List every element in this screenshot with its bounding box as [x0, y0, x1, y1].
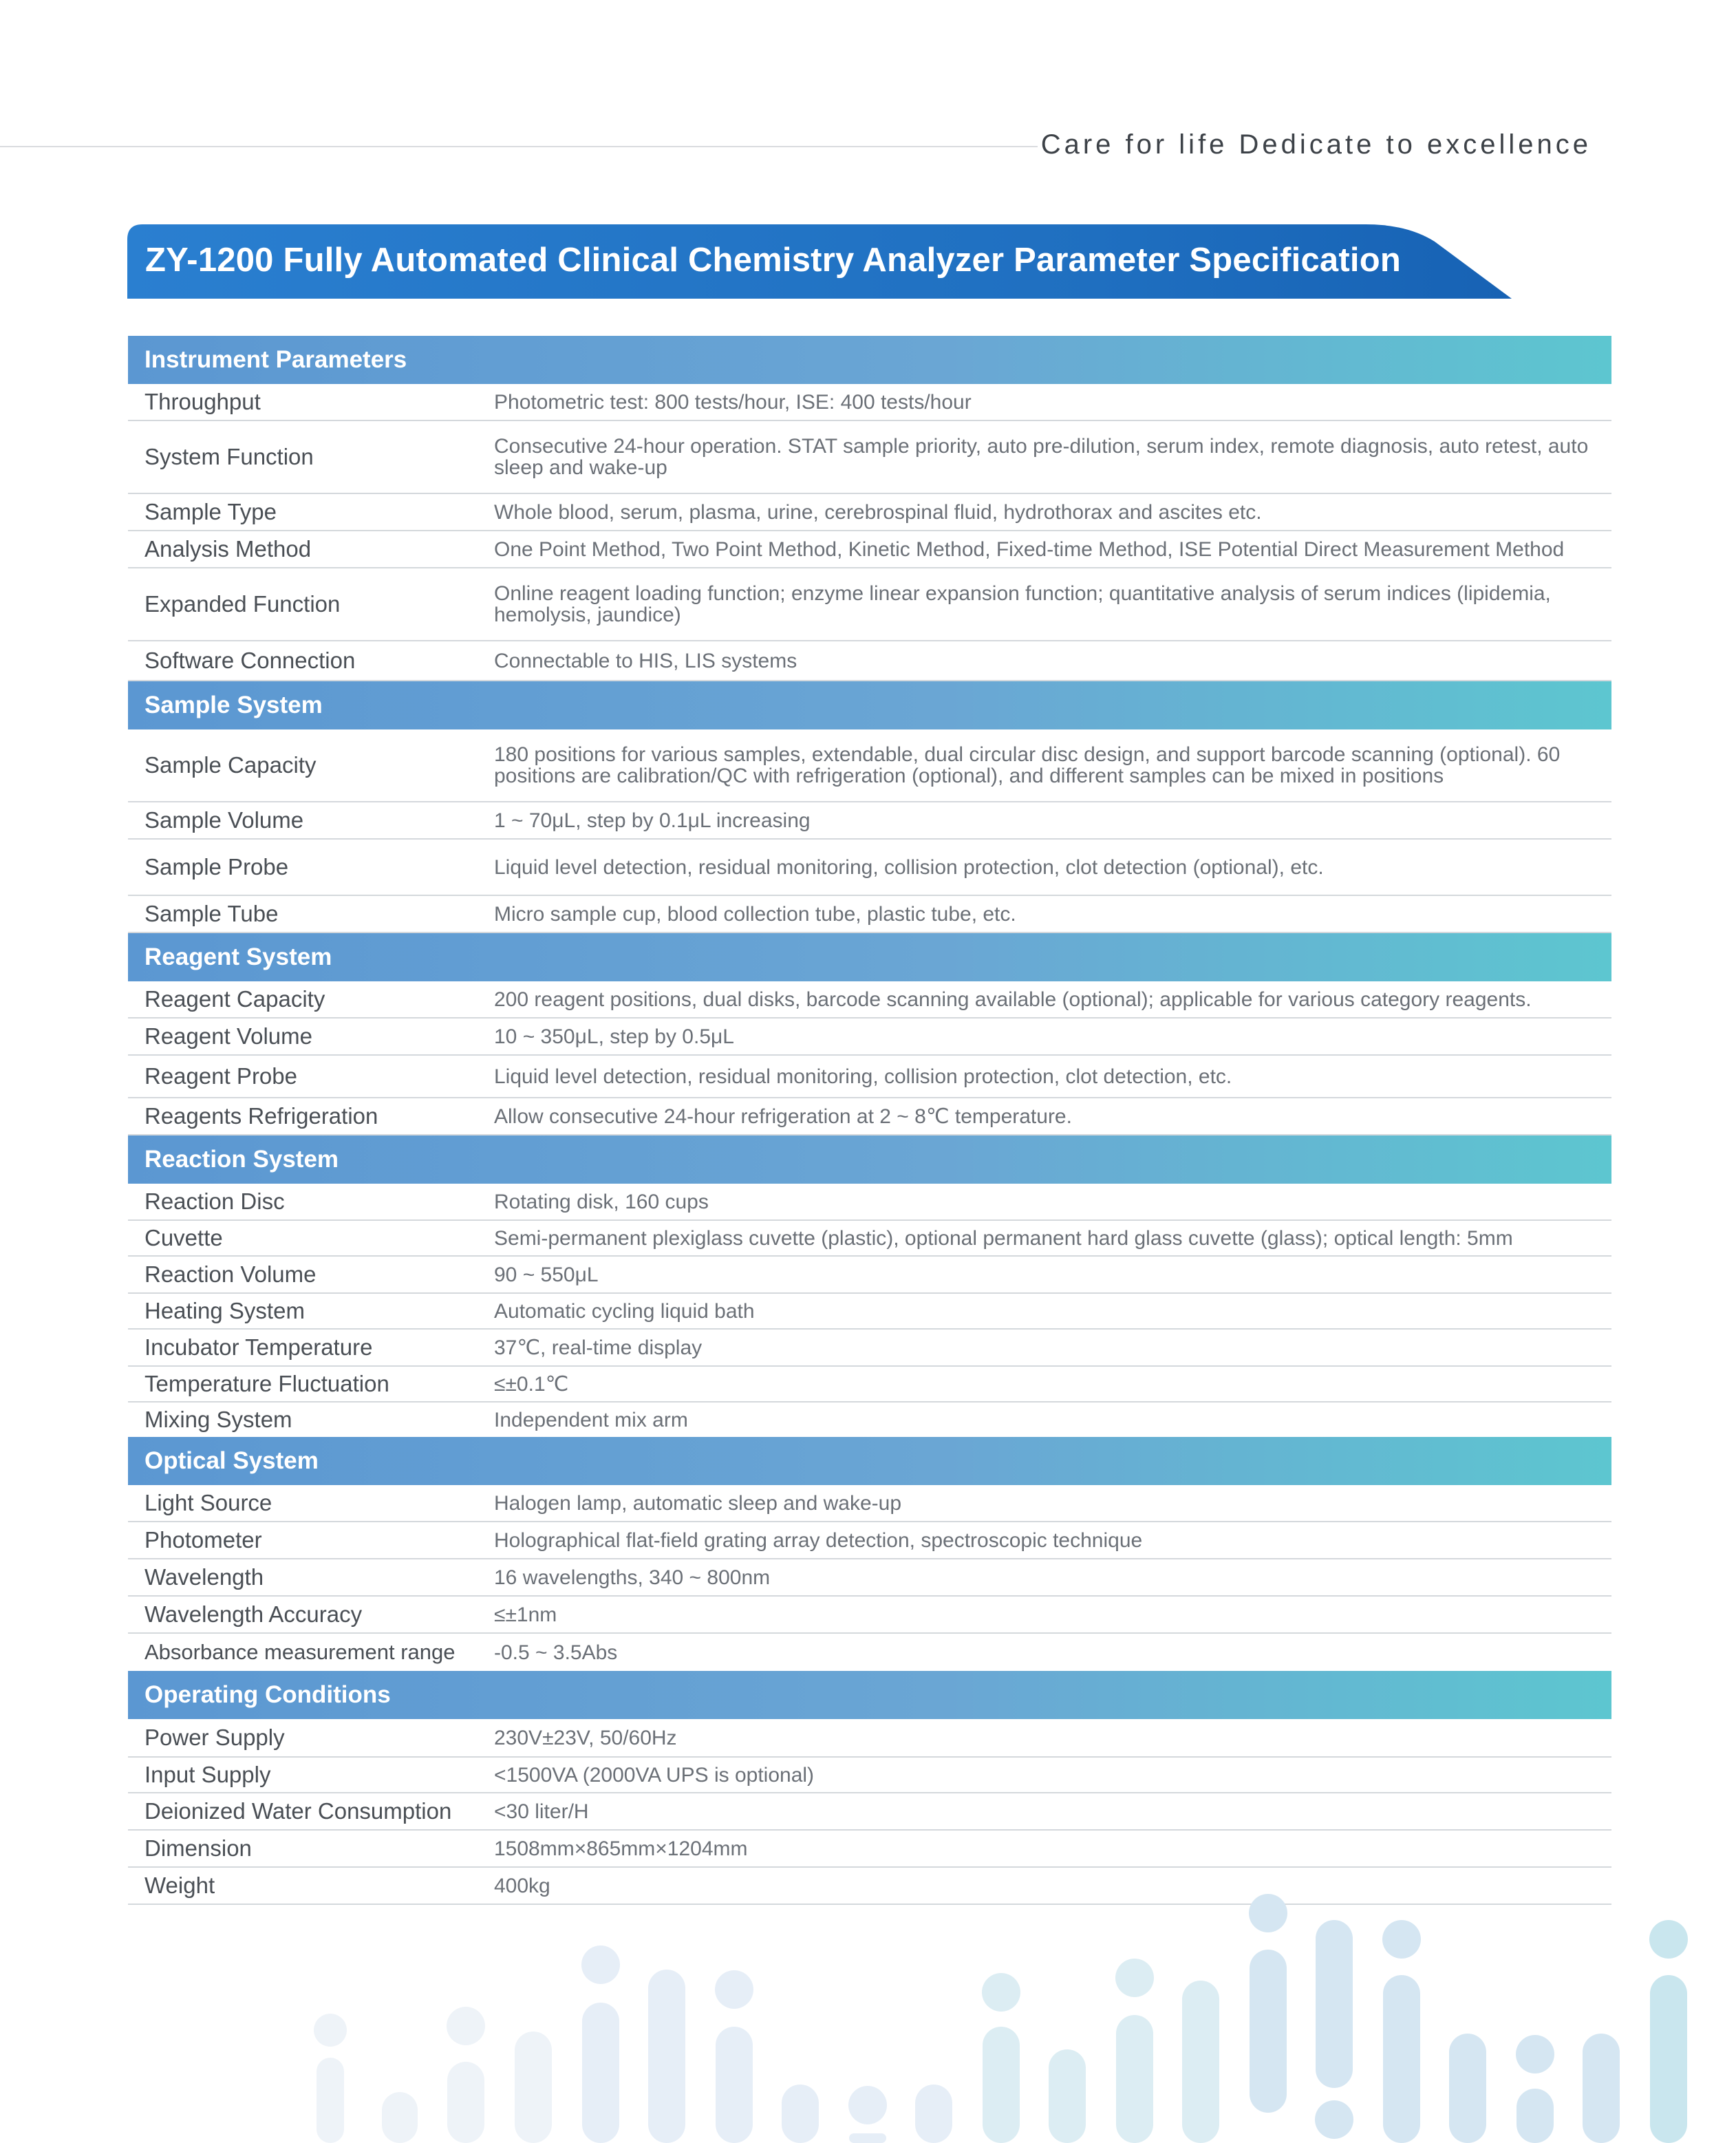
row-label: Heating System	[144, 1298, 305, 1323]
row-value: Whole blood, serum, plasma, urine, cerebrospinal fluid, hydrothorax and ascites etc.	[494, 500, 1262, 524]
row-label: Weight	[144, 1873, 215, 1898]
section-header-instrument: Instrument Parameters	[128, 336, 1611, 384]
row-label: Mixing System	[144, 1407, 292, 1432]
row-label: Reagent Capacity	[144, 986, 325, 1012]
row-label: Software Connection	[144, 648, 356, 673]
row-value: Liquid level detection, residual monitoring, collision protection, clot detection (optional), etc.	[494, 855, 1324, 879]
row-value: Holographical flat-field grating array detection, spectroscopic technique	[494, 1528, 1143, 1552]
section-header-sample: Sample System	[128, 681, 1611, 729]
row-value: <1500VA (2000VA UPS is optional)	[494, 1763, 815, 1787]
row-value: 16 wavelengths, 340 ~ 800nm	[494, 1566, 771, 1589]
tagline: Care for life Dedicate to excellence	[1040, 129, 1592, 160]
row-label: Reagent Volume	[144, 1023, 313, 1049]
row-label: Reaction Disc	[144, 1188, 285, 1214]
row-label: Light Source	[144, 1490, 272, 1515]
row-label: System Function	[144, 444, 314, 469]
row-value: <30 liter/H	[494, 1800, 589, 1823]
row-label: Power Supply	[144, 1725, 285, 1750]
row-label: Expanded Function	[144, 591, 341, 617]
row-label: Analysis Method	[144, 536, 312, 562]
row-label: Reaction Volume	[144, 1261, 317, 1287]
row-label: Cuvette	[144, 1225, 223, 1250]
row-label: Temperature Fluctuation	[144, 1371, 389, 1396]
row-label: Reagent Probe	[144, 1063, 297, 1089]
row-label: Throughput	[144, 389, 261, 414]
row-value: 200 reagent positions, dual disks, barcode scanning available (optional); applicable for various category reagents.	[494, 988, 1532, 1011]
row-value: Allow consecutive 24-hour refrigeration at 2 ~ 8℃ temperature.	[494, 1105, 1072, 1128]
row-label: Sample Probe	[144, 854, 289, 879]
section-header-reagent: Reagent System	[128, 933, 1611, 981]
row-value: Liquid level detection, residual monitoring, collision protection, clot detection, etc.	[494, 1065, 1232, 1088]
row-value: ≤±1nm	[494, 1603, 557, 1626]
row-label: Sample Type	[144, 499, 277, 524]
row-value: 180 positions for various samples, extendable, dual circular disc design, and support barcode scanning (optional). 60 positions are calibration/QC with refrigeration (optional), and different samples can be mixed in positions	[494, 743, 1561, 787]
row-value: 1508mm×865mm×1204mm	[494, 1837, 748, 1860]
row-value: 90 ~ 550μL	[494, 1263, 599, 1286]
row-value: 37℃, real-time display	[494, 1336, 703, 1359]
row-label: Sample Tube	[144, 901, 279, 926]
row-value: Online reagent loading function; enzyme linear expansion function; quantitative analysis of serum indices (lipidemia, hemolysis, jaundice)	[494, 582, 1551, 626]
row-label: Absorbance measurement range	[144, 1640, 456, 1664]
row-value: One Point Method, Two Point Method, Kinetic Method, Fixed-time Method, ISE Potential Direct Measurement Method	[494, 537, 1565, 561]
row-value: 10 ~ 350μL, step by 0.5μL	[494, 1025, 734, 1048]
section-header-reaction: Reaction System	[128, 1136, 1611, 1184]
row-value: -0.5 ~ 3.5Abs	[494, 1641, 618, 1664]
row-value: Semi-permanent plexiglass cuvette (plastic), optional permanent hard glass cuvette (glass); optical length: 5mm	[494, 1226, 1513, 1250]
row-label: Sample Capacity	[144, 752, 317, 778]
row-value: Consecutive 24-hour operation. STAT sample priority, auto pre-dilution, serum index, remote diagnosis, auto retest, auto sleep and wake-up	[494, 435, 1589, 479]
row-value: 230V±23V, 50/60Hz	[494, 1726, 677, 1749]
row-label: Wavelength	[144, 1564, 264, 1590]
row-value: Photometric test: 800 tests/hour, ISE: 400 tests/hour	[494, 390, 972, 414]
row-value: ≤±0.1℃	[494, 1372, 569, 1396]
row-value: 400kg	[494, 1874, 550, 1897]
row-value: Automatic cycling liquid bath	[494, 1299, 755, 1323]
row-label: Photometer	[144, 1527, 262, 1553]
row-label: Deionized Water Consumption	[144, 1798, 452, 1824]
row-value: Rotating disk, 160 cups	[494, 1190, 709, 1213]
row-label: Incubator Temperature	[144, 1334, 373, 1360]
section-header-operating: Operating Conditions	[128, 1671, 1611, 1719]
section-header-optical: Optical System	[128, 1437, 1611, 1485]
row-label: Sample Volume	[144, 807, 304, 833]
page-title: ZY-1200 Fully Automated Clinical Chemistry Analyzer Parameter Specification	[145, 242, 1401, 279]
row-value: Micro sample cup, blood collection tube, plastic tube, etc.	[494, 902, 1016, 926]
row-label: Input Supply	[144, 1762, 271, 1787]
row-value: Halogen lamp, automatic sleep and wake-up	[494, 1491, 902, 1515]
row-label: Reagents Refrigeration	[144, 1103, 378, 1129]
row-label: Dimension	[144, 1835, 252, 1861]
row-label: Wavelength Accuracy	[144, 1601, 363, 1627]
row-value: Connectable to HIS, LIS systems	[494, 649, 797, 672]
row-value: 1 ~ 70μL, step by 0.1μL increasing	[494, 809, 811, 832]
row-value: Independent mix arm	[494, 1408, 688, 1431]
